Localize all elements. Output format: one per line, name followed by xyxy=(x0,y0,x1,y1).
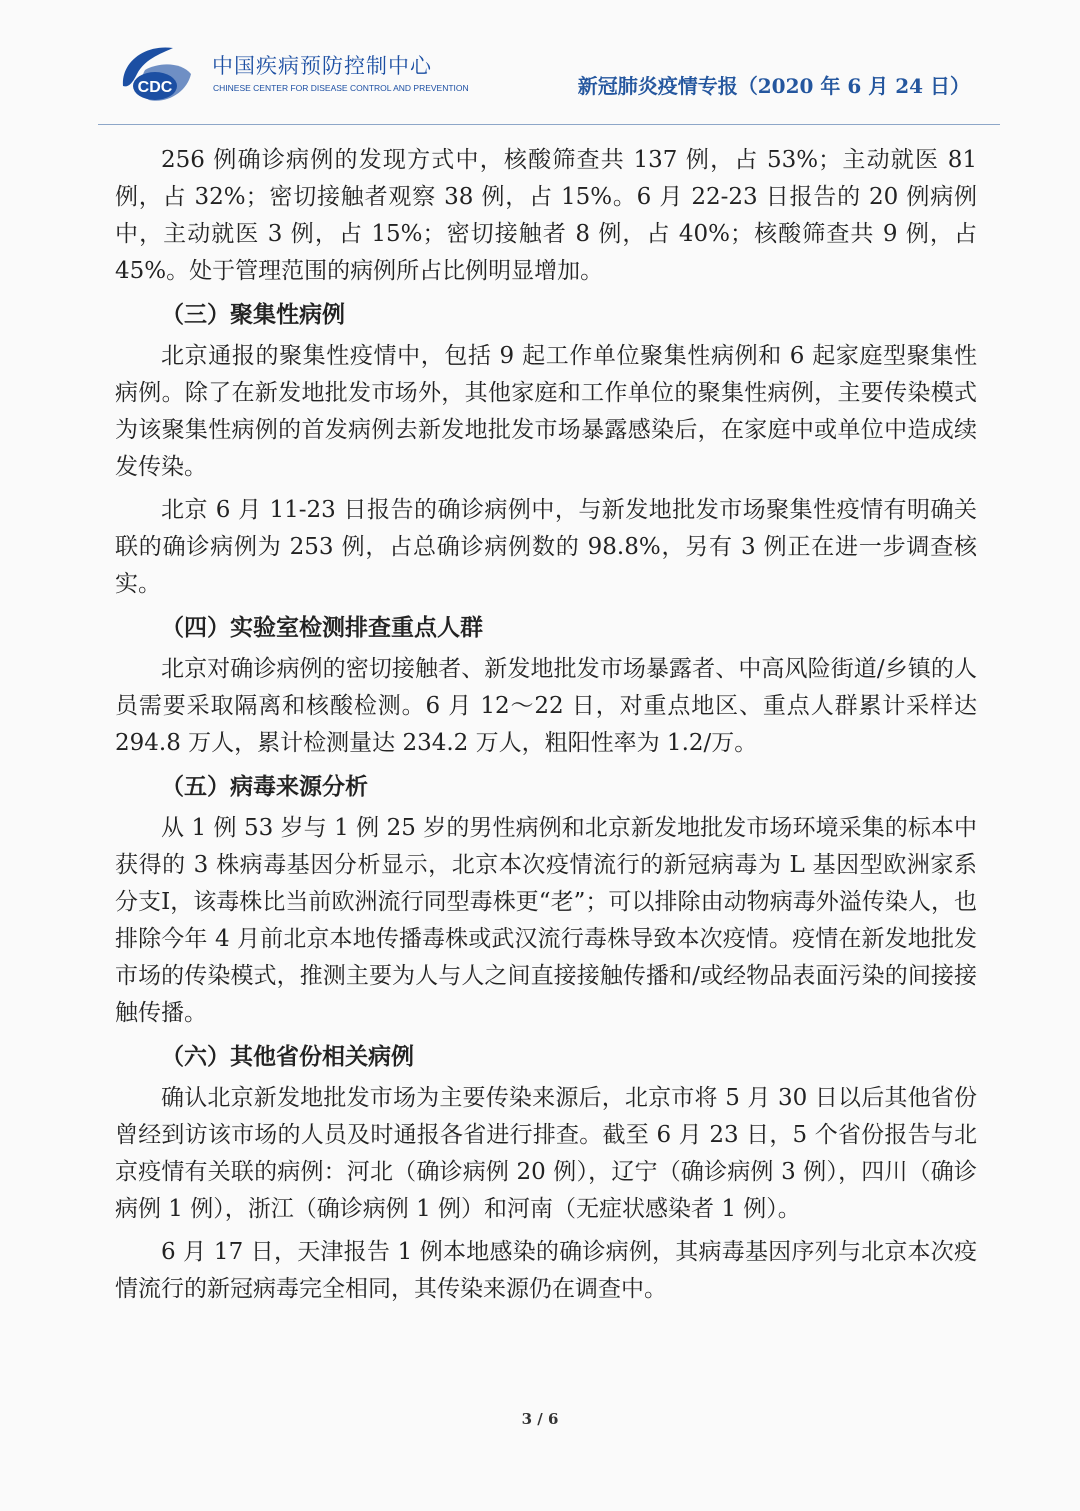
report-title: 新冠肺炎疫情专报（2020 年 6 月 24 日） xyxy=(577,74,970,98)
paragraph: 北京通报的聚集性疫情中，包括 9 起工作单位聚集性病例和 6 起家庭型聚集性病例。除了在新发地批发市场外，其他家庭和工作单位的聚集性病例，主要传染模式为该聚集性病例的首发病例去新发地批发市场暴露感染后，在家庭中或单位中造成续发传染。 xyxy=(115,343,977,480)
org-name-cn: 中国疾病预防控制中心 xyxy=(212,54,432,78)
paragraph: 确认北京新发地批发市场为主要传染来源后，北京市将 5 月 30 日以后其他省份曾经到访该市场的人员及时通报各省进行排查。截至 6 月 23 日，5 个省份报告与北京疫情有关联的病例：河北（确诊病例 20 例），辽宁（确诊病例 3 例），四川（确诊病例 1 例），浙江（确诊病例 1 例）和河南（无症状感染者 1 例）。 xyxy=(115,1085,977,1222)
page-number: 3 / 6 xyxy=(521,1410,559,1428)
paragraph: 6 月 17 日，天津报告 1 例本地感染的确诊病例，其病毒基因序列与北京本次疫情流行的新冠病毒完全相同，其传染来源仍在调查中。 xyxy=(115,1239,977,1302)
paragraph: 从 1 例 53 岁与 1 例 25 岁的男性病例和北京新发地批发市场环境采集的标本中获得的 3 株病毒基因分析显示，北京本次疫情流行的新冠病毒为 L 基因型欧洲家系分支Ⅰ，该毒株比当前欧洲流行同型毒株更“老”；可以排除由动物病毒外溢传染人，也排除今年 4 月前北京本地传播毒株或武汉流行毒株导致本次疫情。疫情在新发地批发市场的传染模式，推测主要为人与人之间直接接触传播和/或经物品表面污染的间接接触传播。 xyxy=(115,815,977,1026)
section-heading: （四）实验室检测排查重点人群 xyxy=(161,614,483,641)
paragraph: 北京对确诊病例的密切接触者、新发地批发市场暴露者、中高风险街道/乡镇的人员需要采取隔离和核酸检测。6 月 12～22 日，对重点地区、重点人群累计采样达 294.8 万人，累计检测量达 234.2 万人，粗阳性率为 1.2/万。 xyxy=(115,656,977,756)
cdc-logo-icon xyxy=(115,40,195,110)
header-divider xyxy=(98,124,1000,125)
section-heading: （三）聚集性病例 xyxy=(161,301,345,328)
section-heading: （五）病毒来源分析 xyxy=(161,773,368,800)
paragraph: 256 例确诊病例的发现方式中，核酸筛查共 137 例，占 53%；主动就医 81 例，占 32%；密切接触者观察 38 例，占 15%。6 月 22-23 日报告的 20 例病例中，主动就医 3 例，占 15%；密切接触者 8 例，占 40%；核酸筛查共 9 例，占 45%。处于管理范围的病例所占比例明显增加。 xyxy=(115,147,977,284)
org-name-en: CHINESE CENTER FOR DISEASE CONTROL AND PREVENTION xyxy=(213,83,469,93)
page-header xyxy=(0,0,1080,130)
paragraph: 北京 6 月 11-23 日报告的确诊病例中，与新发地批发市场聚集性疫情有明确关联的确诊病例为 253 例，占总确诊病例数的 98.8%，另有 3 例正在进一步调查核实。 xyxy=(115,497,977,597)
section-heading: （六）其他省份相关病例 xyxy=(161,1043,414,1070)
logo-text: CDC xyxy=(137,79,173,96)
document-body xyxy=(115,142,977,1314)
